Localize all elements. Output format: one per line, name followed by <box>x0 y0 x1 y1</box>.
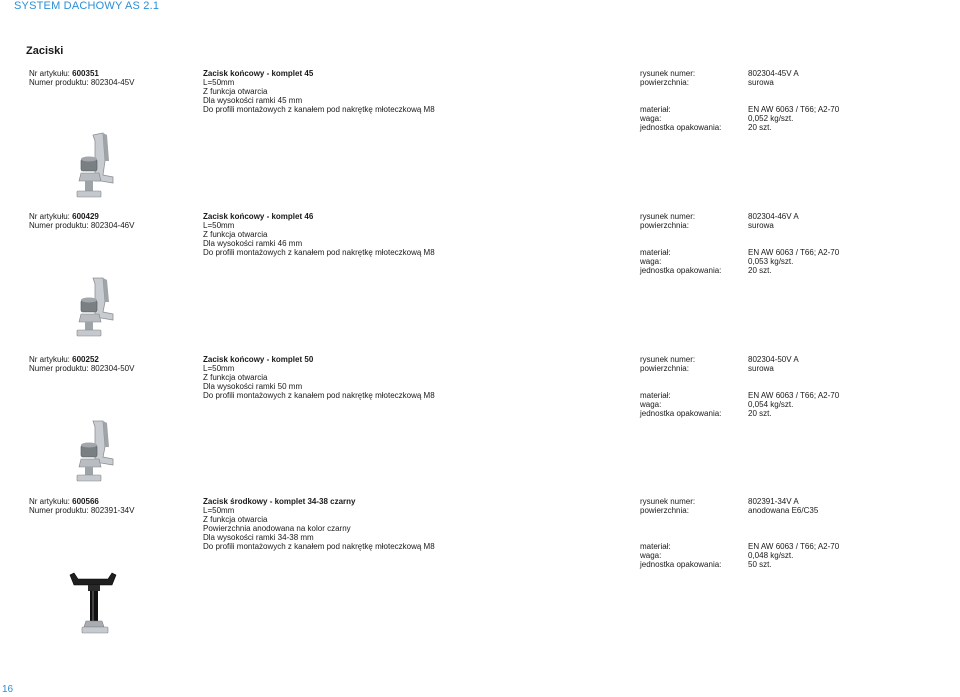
spec-line: Z funkcja otwarcia <box>203 230 268 239</box>
mount-line: Do profili montażowych z kanałem pod nakrętkę młoteczkową M8 <box>203 391 435 400</box>
product-number-label: Numer produktu: <box>29 221 89 230</box>
spec-line: L=50mm <box>203 506 235 515</box>
spec-line: L=50mm <box>203 221 235 230</box>
article-label: Nr artykułu: <box>29 69 70 78</box>
surface-label: powierzchnia: <box>640 221 689 230</box>
drawing-label: rysunek numer: <box>640 212 696 221</box>
product-entry <box>0 212 960 352</box>
unit-label: jednostka opakowania: <box>640 560 722 569</box>
product-number: 802304-50V <box>90 364 135 373</box>
article-line <box>29 69 99 78</box>
article-line <box>29 497 99 506</box>
article-number: 600252 <box>72 355 99 364</box>
product-number-line <box>29 506 134 515</box>
weight-label: waga: <box>640 257 662 266</box>
unit-label: jednostka opakowania: <box>640 409 722 418</box>
article-line <box>29 355 99 364</box>
unit-label: jednostka opakowania: <box>640 123 722 132</box>
product-number-label: Numer produktu: <box>29 506 89 515</box>
spec-line: Powierzchnia anodowana na kolor czarny <box>203 524 351 533</box>
weight-value: 0,054 kg/szt. <box>748 400 794 409</box>
surface-value: surowa <box>748 78 774 87</box>
header-title: SYSTEM DACHOWY AS 2.1 <box>14 0 160 12</box>
product-number: 802391-34V <box>90 506 135 515</box>
drawing-label: rysunek numer: <box>640 355 696 364</box>
material-value: EN AW 6063 / T66; A2-70 <box>748 542 840 551</box>
article-label: Nr artykułu: <box>29 497 70 506</box>
unit-value: 50 szt. <box>748 560 772 569</box>
article-label: Nr artykułu: <box>29 212 70 221</box>
end-clamp-image <box>55 276 127 340</box>
spec-line: L=50mm <box>203 364 235 373</box>
spec-line: Dla wysokości ramki 46 mm <box>203 239 303 248</box>
spec-line: Dla wysokości ramki 34-38 mm <box>203 533 314 542</box>
product-number-line <box>29 364 134 373</box>
mount-line: Do profili montażowych z kanałem pod nakrętkę młoteczkową M8 <box>203 248 435 257</box>
product-number: 802304-45V <box>90 78 135 87</box>
product-name: Zacisk środkowy - komplet 34-38 czarny <box>203 497 356 506</box>
unit-value: 20 szt. <box>748 266 772 275</box>
product-name: Zacisk końcowy - komplet 46 <box>203 212 314 221</box>
end-clamp-image <box>55 419 127 485</box>
product-number-label: Numer produktu: <box>29 78 89 87</box>
product-number: 802304-46V <box>90 221 135 230</box>
material-label: materiał: <box>640 105 671 114</box>
material-label: materiał: <box>640 542 671 551</box>
weight-value: 0,048 kg/szt. <box>748 551 794 560</box>
surface-label: powierzchnia: <box>640 78 689 87</box>
weight-label: waga: <box>640 400 662 409</box>
spec-line: Dla wysokości ramki 45 mm <box>203 96 303 105</box>
drawing-label: rysunek numer: <box>640 69 696 78</box>
unit-label: jednostka opakowania: <box>640 266 722 275</box>
surface-label: powierzchnia: <box>640 506 689 515</box>
surface-value: surowa <box>748 364 774 373</box>
material-label: materiał: <box>640 391 671 400</box>
product-entry <box>0 497 960 637</box>
product-entry <box>0 69 960 209</box>
weight-label: waga: <box>640 551 662 560</box>
spec-line: L=50mm <box>203 78 235 87</box>
drawing-number: 802304-46V A <box>748 212 799 221</box>
product-number-label: Numer produktu: <box>29 364 89 373</box>
material-value: EN AW 6063 / T66; A2-70 <box>748 105 840 114</box>
section-title: Zaciski <box>26 45 64 57</box>
surface-label: powierzchnia: <box>640 364 689 373</box>
product-name: Zacisk końcowy - komplet 45 <box>203 69 314 78</box>
end-clamp-image <box>55 131 127 201</box>
spec-line: Dla wysokości ramki 50 mm <box>203 382 303 391</box>
product-entry <box>0 355 960 495</box>
article-number: 600566 <box>72 497 99 506</box>
product-name: Zacisk końcowy - komplet 50 <box>203 355 314 364</box>
drawing-number: 802391-34V A <box>748 497 799 506</box>
article-line <box>29 212 99 221</box>
drawing-number: 802304-50V A <box>748 355 799 364</box>
surface-value: anodowana E6/C35 <box>748 506 819 515</box>
material-label: materiał: <box>640 248 671 257</box>
spec-line: Z funkcja otwarcia <box>203 87 268 96</box>
drawing-label: rysunek numer: <box>640 497 696 506</box>
material-value: EN AW 6063 / T66; A2-70 <box>748 248 840 257</box>
material-value: EN AW 6063 / T66; A2-70 <box>748 391 840 400</box>
mount-line: Do profili montażowych z kanałem pod nakrętkę młoteczkową M8 <box>203 105 435 114</box>
unit-value: 20 szt. <box>748 123 772 132</box>
product-number-line <box>29 78 134 87</box>
weight-value: 0,052 kg/szt. <box>748 114 794 123</box>
mount-line: Do profili montażowych z kanałem pod nakrętkę młoteczkową M8 <box>203 542 435 551</box>
spec-line: Z funkcja otwarcia <box>203 515 268 524</box>
unit-value: 20 szt. <box>748 409 772 418</box>
weight-value: 0,053 kg/szt. <box>748 257 794 266</box>
weight-label: waga: <box>640 114 662 123</box>
page-number: 16 <box>2 684 14 695</box>
product-number-line <box>29 221 134 230</box>
spec-line: Z funkcja otwarcia <box>203 373 268 382</box>
middle-clamp-image <box>62 571 134 639</box>
article-number: 600429 <box>72 212 99 221</box>
article-number: 600351 <box>72 69 99 78</box>
article-label: Nr artykułu: <box>29 355 70 364</box>
surface-value: surowa <box>748 221 774 230</box>
drawing-number: 802304-45V A <box>748 69 799 78</box>
